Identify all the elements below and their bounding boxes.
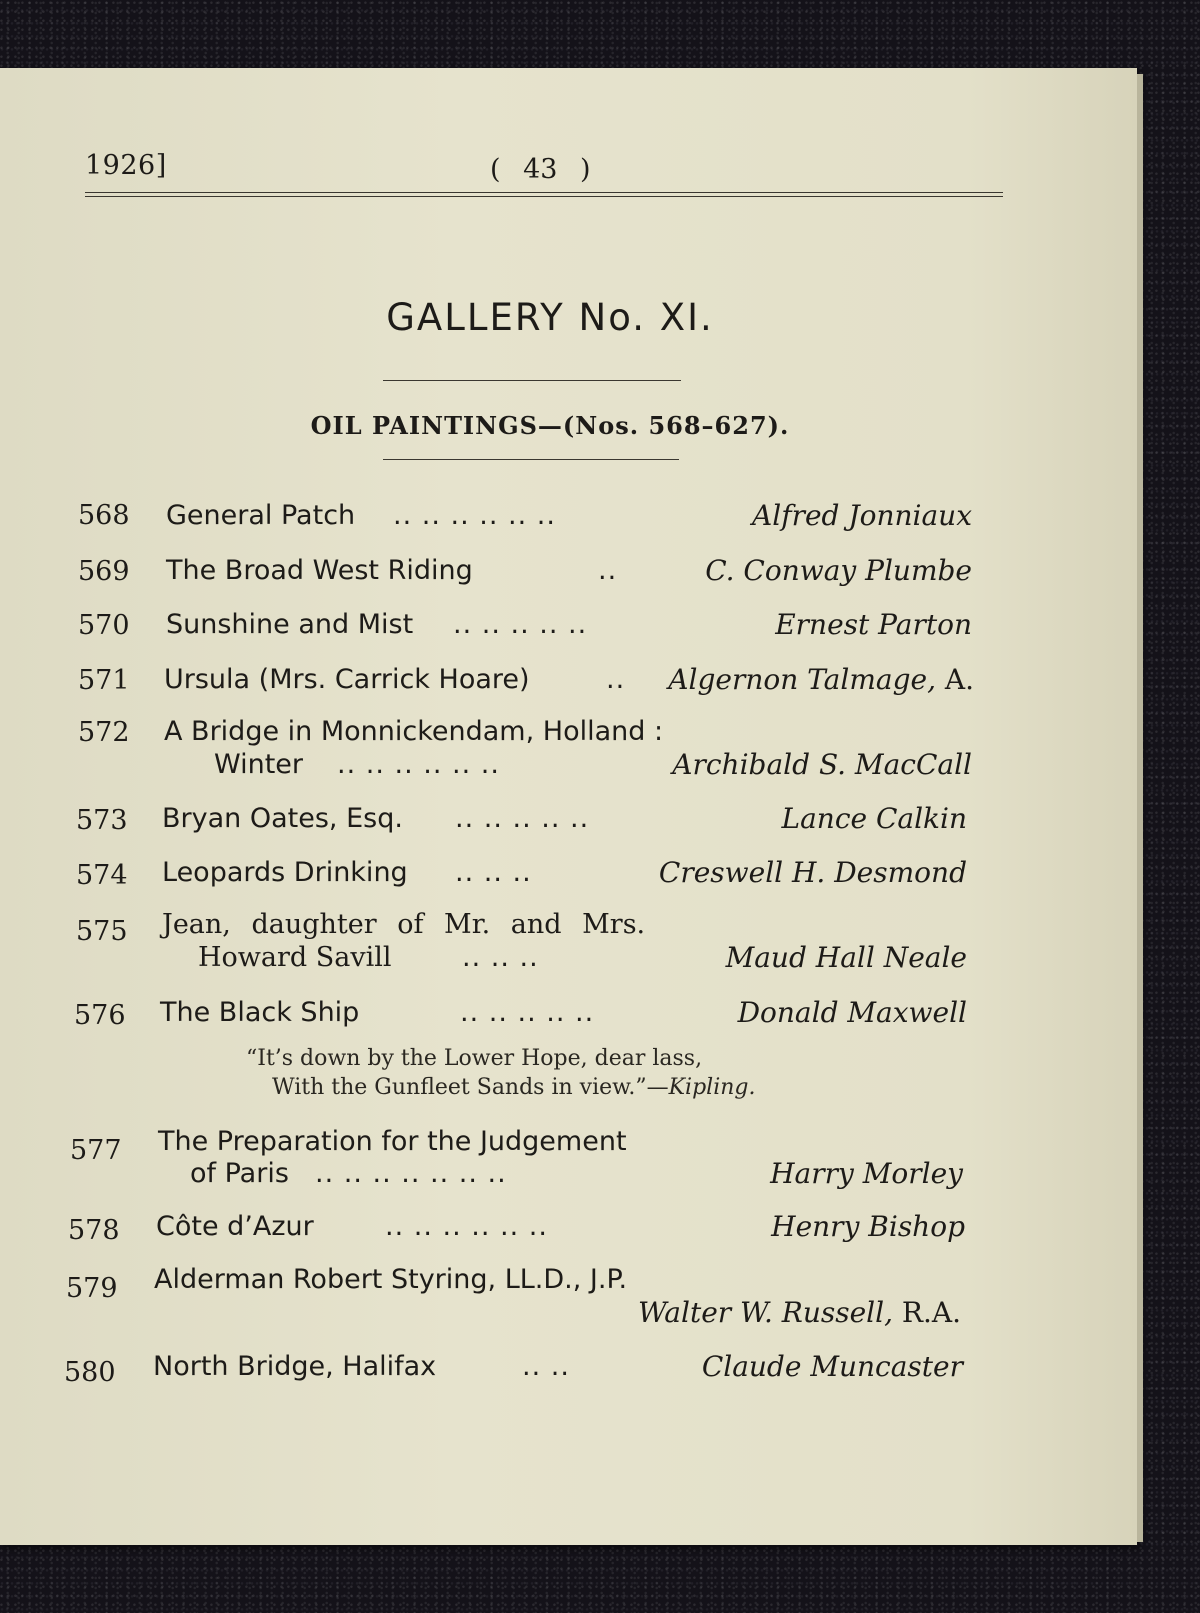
leader-dots: .. .. .. .. .. xyxy=(455,803,590,834)
header-double-rule xyxy=(85,192,1003,197)
entry-number: 579 xyxy=(66,1273,118,1304)
year-marker: 1926] xyxy=(85,150,167,181)
entry-title: Côte d’Azur xyxy=(156,1211,314,1242)
entry-number: 568 xyxy=(78,500,130,531)
entry-number: 574 xyxy=(76,860,128,891)
gallery-title: GALLERY No. XI. xyxy=(386,296,714,339)
leader-dots: .. .. .. xyxy=(455,857,532,888)
entry-title: Alderman Robert Styring, LL.D., J.P. xyxy=(154,1264,628,1295)
leader-dots: .. .. .. .. .. .. .. xyxy=(315,1158,507,1189)
entry-title: North Bridge, Halifax xyxy=(153,1351,437,1382)
section-title: OIL PAINTINGS—(Nos. 568–627). xyxy=(310,411,790,440)
artist-suffix: R.A. xyxy=(892,1296,961,1329)
entry-title: Jean, daughter of Mr. and Mrs. xyxy=(162,909,646,940)
entry-title-continued: Winter xyxy=(214,749,304,780)
entry-artist: Maud Hall Neale xyxy=(725,941,967,974)
entry-title-continued: Howard Savill xyxy=(198,942,392,973)
leader-dots: .. xyxy=(606,664,626,695)
entry-number: 575 xyxy=(76,916,128,947)
entry-artist: Lance Calkin xyxy=(781,802,967,835)
leader-dots: .. .. .. .. .. .. xyxy=(393,500,556,531)
running-head xyxy=(85,148,1000,208)
entry-artist: Algernon Talmage, A. xyxy=(668,663,974,696)
leader-dots: .. .. .. .. .. xyxy=(460,997,595,1028)
entry-artist: Alfred Jonniaux xyxy=(752,499,972,532)
leader-dots: .. xyxy=(598,555,618,586)
entry-number: 578 xyxy=(68,1215,120,1246)
leader-dots: .. .. .. xyxy=(462,942,539,973)
entry-artist: Donald Maxwell xyxy=(737,996,967,1029)
page-number: ( 43 ) xyxy=(490,154,591,185)
title-rule-top xyxy=(383,380,681,381)
entry-title: Ursula (Mrs. Carrick Hoare) xyxy=(164,664,530,695)
entry-title: Bryan Oates, Esq. xyxy=(162,803,403,834)
entry-title-continued: of Paris xyxy=(190,1158,289,1189)
entry-title: Leopards Drinking xyxy=(162,857,408,888)
entry-number: 571 xyxy=(78,665,130,696)
leader-dots: .. .. .. .. .. xyxy=(453,609,588,640)
entry-number: 573 xyxy=(76,805,128,836)
entry-artist: Walter W. Russell, R.A. xyxy=(637,1296,961,1329)
entry-artist: Ernest Parton xyxy=(775,608,972,641)
book-page xyxy=(0,68,1137,1545)
page-edge xyxy=(1137,74,1143,1542)
entry-number: 572 xyxy=(78,717,130,748)
artist-suffix: A. xyxy=(935,663,974,696)
entry-number: 569 xyxy=(78,556,130,587)
entry-title: The Black Ship xyxy=(160,997,360,1028)
entry-title: Sunshine and Mist xyxy=(166,609,414,640)
title-rule-bottom xyxy=(383,459,679,460)
entry-artist: Archibald S. MacCall xyxy=(672,748,972,781)
entry-artist: C. Conway Plumbe xyxy=(705,554,972,587)
entry-artist: Henry Bishop xyxy=(771,1210,965,1243)
entry-number: 577 xyxy=(70,1135,122,1166)
entry-artist: Claude Muncaster xyxy=(701,1350,963,1383)
leader-dots: .. .. .. .. .. .. xyxy=(385,1211,548,1242)
entry-number: 576 xyxy=(74,1000,126,1031)
entry-artist: Harry Morley xyxy=(770,1157,963,1190)
entry-number: 570 xyxy=(78,610,130,641)
leader-dots: .. .. xyxy=(522,1351,570,1382)
entry-title: A Bridge in Monnickendam, Holland : xyxy=(164,716,664,747)
quote-line-2: With the Gunfleet Sands in view.”—Kipling. xyxy=(272,1075,756,1100)
quote-author: Kipling. xyxy=(668,1075,756,1100)
entry-artist: Creswell H. Desmond xyxy=(658,856,967,889)
entry-title: General Patch xyxy=(166,500,356,531)
entry-title: The Preparation for the Judgement xyxy=(158,1126,627,1157)
entry-number: 580 xyxy=(64,1357,116,1388)
entry-title: The Broad West Riding xyxy=(166,555,473,586)
leader-dots: .. .. .. .. .. .. xyxy=(337,749,500,780)
quote-line-1: “It’s down by the Lower Hope, dear lass, xyxy=(246,1046,703,1071)
